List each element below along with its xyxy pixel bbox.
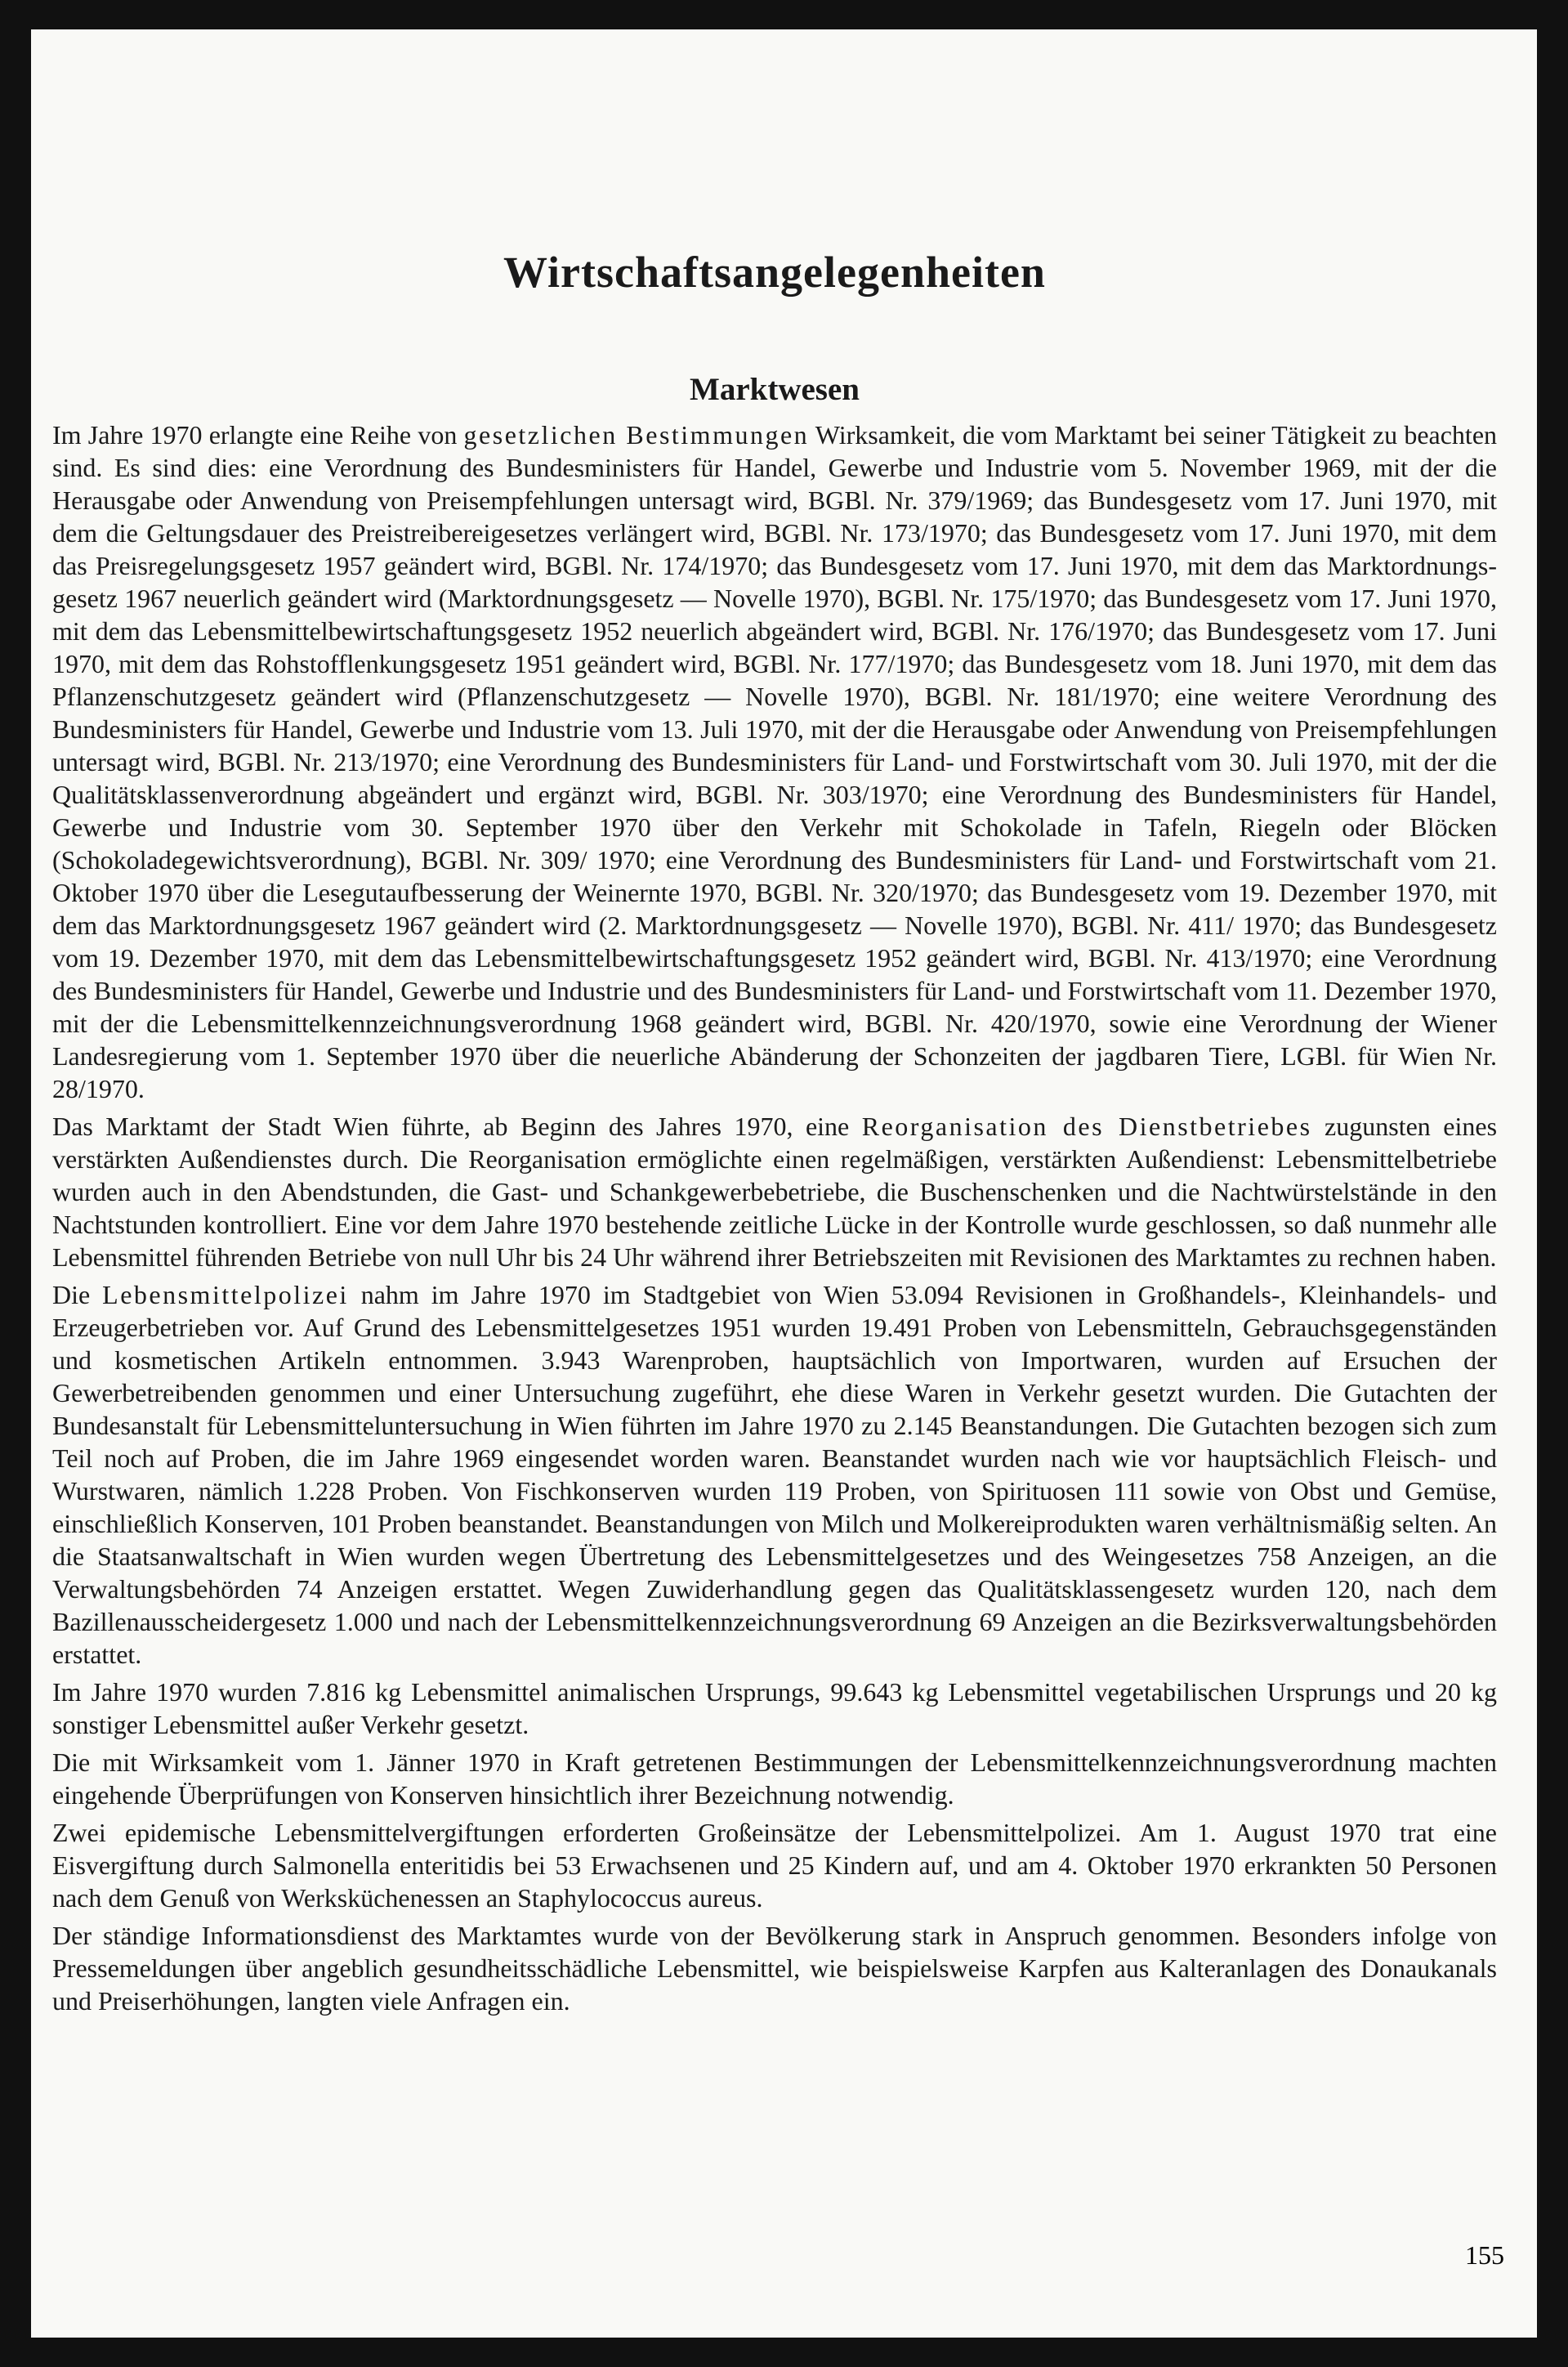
emphasized-text: Reorganisation des Dienstbetriebes (861, 1112, 1312, 1141)
body-paragraph (52, 1278, 1497, 1671)
body-paragraph (52, 1676, 1497, 1741)
page-number: 155 (1465, 2240, 1504, 2270)
paragraph-text: zugunsten eines verstärkten Außendienstes durch. Die Reorganisation ermöglichte einen regelmäßigen, verstärkten Außendienst: Lebensmittelbetriebe wurden auch in den Abendstunden, die Gast- und Schankgewerbebetriebe, die Buschenschenken und die Nachtwürstelstände in den Nachtstunden kontrolliert. Eine vor dem Jahre 1970 bestehende zeitliche Lücke in der Kontrolle wurde geschlossen, so daß nunmehr alle Lebensmittel führenden Betriebe von null Uhr bis 24 Uhr während ihrer Betriebszeiten mit Revisionen des Marktamtes zu rechnen haben. (52, 1112, 1498, 1272)
paragraph-text: Im Jahre 1970 erlangte eine Reihe von (52, 420, 464, 450)
paragraph-text: Wirksamkeit, die vom Marktamt bei seiner Tätigkeit zu beachten sind. Es sind dies: eine Verordnung des Bundesministers für Handel, Gewerbe und Industrie vom 5. November 1969, mit der die Herausgabe oder Anwendung von Preisempfehlungen untersagt wird, BGBl. Nr. 379/1969; das Bundesgesetz vom 17. Juni 1970, mit dem die Geltungsdauer des Preistreibereigesetzes verlängert wird, BGBl. Nr. 173/1970; das Bundesgesetz vom 17. Juni 1970, mit dem das Preisregelungsgesetz 1957 geändert wird, BGBl. Nr. 174/1970; das Bundesgesetz vom 17. Juni 1970, mit dem das Marktordnungsgesetz 1967 neuerlich geändert wird (Marktordnungsgesetz — Novelle 1970), BGBl. Nr. 175/1970; das Bundesgesetz vom 17. Juni 1970, mit dem das Lebensmittelbewirtschaftungsgesetz 1952 neuerlich abgeändert wird, BGBl. Nr. 176/1970; das Bundesgesetz vom 17. Juni 1970, mit dem das Rohstofflenkungsgesetz 1951 geändert wird, BGBl. Nr. 177/1970; das Bundesgesetz vom 18. Juni 1970, mit dem das Pflanzenschutzgesetz geändert wird (Pflanzenschutzgesetz — Novelle 1970), BGBl. Nr. 181/1970; eine weitere Verordnung des Bundesministers für Handel, Gewerbe und Industrie vom 13. Juli 1970, mit der die Herausgabe oder Anwendung von Preisempfehlungen untersagt wird, BGBl. Nr. 213/1970; eine Verordnung des Bundesministers für Land- und Forstwirtschaft vom 30. Juli 1970, mit der die Qualitätsklassenverordnung abgeändert und ergänzt wird, BGBl. Nr. 303/1970; eine Verordnung des Bundesministers für Handel, Gewerbe und Industrie vom 30. September 1970 über den Verkehr mit Schokolade in Tafeln, Riegeln oder Blöcken (Schokoladegewichtsverordnung), BGBl. Nr. 309/ 1970; eine Verordnung des Bundesministers für Land- und Forstwirtschaft vom 21. Oktober 1970 über die Lesegutaufbesserung der Weinernte 1970, BGBl. Nr. 320/1970; das Bundesgesetz vom 19. Dezember 1970, mit dem das Marktordnungsgesetz 1967 geändert wird (2. Marktordnungsgesetz — Novelle 1970), BGBl. Nr. 411/ 1970; das Bundesgesetz vom 19. Dezember 1970, mit dem das Lebensmittelbewirtschaftungsgesetz 1952 geändert wird, BGBl. Nr. 413/1970; eine Verordnung des Bundesministers für Handel, Gewerbe und Industrie und des Bundesministers für Land- und Forstwirtschaft vom 11. Dezember 1970, mit der die Lebensmittelkennzeichnungsverordnung 1968 geändert wird, BGBl. Nr. 420/1970, sowie eine Verordnung der Wiener Landesregierung vom 1. September 1970 über die neuerliche Abänderung der Schonzeiten der jagdbaren Tiere, LGBl. für Wien Nr. 28/1970. (52, 420, 1498, 1103)
body-paragraph (52, 418, 1497, 1105)
paragraph-text: nahm im Jahre 1970 im Stadtgebiet von Wien 53.094 Revisionen in Großhandels-, Kleinhandels- und Erzeugerbetrieben vor. Auf Grund des Lebensmittelgesetzes 1951 wurden 19.491 Proben von Lebensmitteln, Gebrauchsgegenständen und kosmetischen Artikeln entnommen. 3.943 Warenproben, hauptsächlich von Importwaren, wurden auf Ersuchen der Gewerbetreibenden genommen und einer Untersuchung zugeführt, ehe diese Waren in Verkehr gesetzt wurden. Die Gutachten der Bundesanstalt für Lebensmitteluntersuchung in Wien führten im Jahre 1970 zu 2.145 Beanstandungen. Die Gutachten bezogen sich zum Teil noch auf Proben, die im Jahre 1969 eingesendet worden waren. Beanstandet wurden nach wie vor hauptsächlich Fleisch- und Wurstwaren, nämlich 1.228 Proben. Von Fischkonserven wurden 119 Proben, von Spirituosen 111 sowie von Obst und Gemüse, einschließlich Konserven, 101 Proben beanstandet. Beanstandungen von Milch und Molkereiprodukten waren verhältnismäßig selten. An die Staatsanwaltschaft in Wien wurden wegen Übertretung des Lebensmittelgesetzes und des Weingesetzes 758 Anzeigen, an die Verwaltungsbehörden 74 Anzeigen erstattet. Wegen Zuwiderhandlung gegen das Qualitätsklassengesetz wurden 120, nach dem Bazillenausscheidergesetz 1.000 und nach der Lebensmittelkennzeichnungsverordnung 69 Anzeigen an die Bezirksverwaltungsbehörden erstattet. (52, 1280, 1498, 1669)
chapter-title: Wirtschaftsangelegenheiten (503, 248, 1046, 297)
body-paragraph (52, 1110, 1497, 1273)
emphasized-text: Lebensmittelpolizei (102, 1280, 349, 1309)
paragraph-text: Der ständige Informationsdienst des Marktamtes wurde von der Bevölkerung stark in Anspruch genommen. Besonders infolge von Pressemeldungen über angeblich gesundheitsschädliche Lebensmittel, wie beispielsweise Karpfen aus Kalteranlagen des Donaukanals und Preiserhöhungen, langten viele Anfragen ein. (52, 1921, 1497, 2016)
body-paragraph (52, 1746, 1497, 1811)
emphasized-text: gesetzlichen Bestimmungen (463, 420, 810, 450)
paragraph-text: Im Jahre 1970 wurden 7.816 kg Lebensmittel animalischen Ursprungs, 99.643 kg Lebensmittel vegetabilischen Ursprungs und 20 kg sonstiger Lebensmittel außer Verkehr gesetzt. (52, 1677, 1497, 1739)
paragraph-text: Zwei epidemische Lebensmittelvergiftungen erforderten Großeinsätze der Lebensmittelpolizei. Am 1. August 1970 trat eine Eisvergiftung durch Salmonella enteritidis bei 53 Erwachsenen und 25 Kindern auf, und am 4. Oktober 1970 erkrankten 50 Personen nach dem Genuß von Werksküchenessen an Staphylococcus aureus. (52, 1818, 1497, 1913)
paragraph-text: Die (52, 1280, 103, 1309)
paragraph-text: Die mit Wirksamkeit vom 1. Jänner 1970 in Kraft getretenen Bestimmungen der Lebensmittelkennzeichnungsverordnung machten eingehende Überprüfungen von Konserven hinsichtlich ihrer Bezeichnung notwendig. (52, 1747, 1497, 1810)
document-page (31, 29, 1537, 2338)
body-text (52, 418, 1497, 2022)
body-paragraph (52, 1816, 1497, 1914)
section-title: Marktwesen (690, 372, 860, 407)
paragraph-text: Das Marktamt der Stadt Wien führte, ab Beginn des Jahres 1970, eine (52, 1112, 862, 1141)
body-paragraph (52, 1919, 1497, 2017)
